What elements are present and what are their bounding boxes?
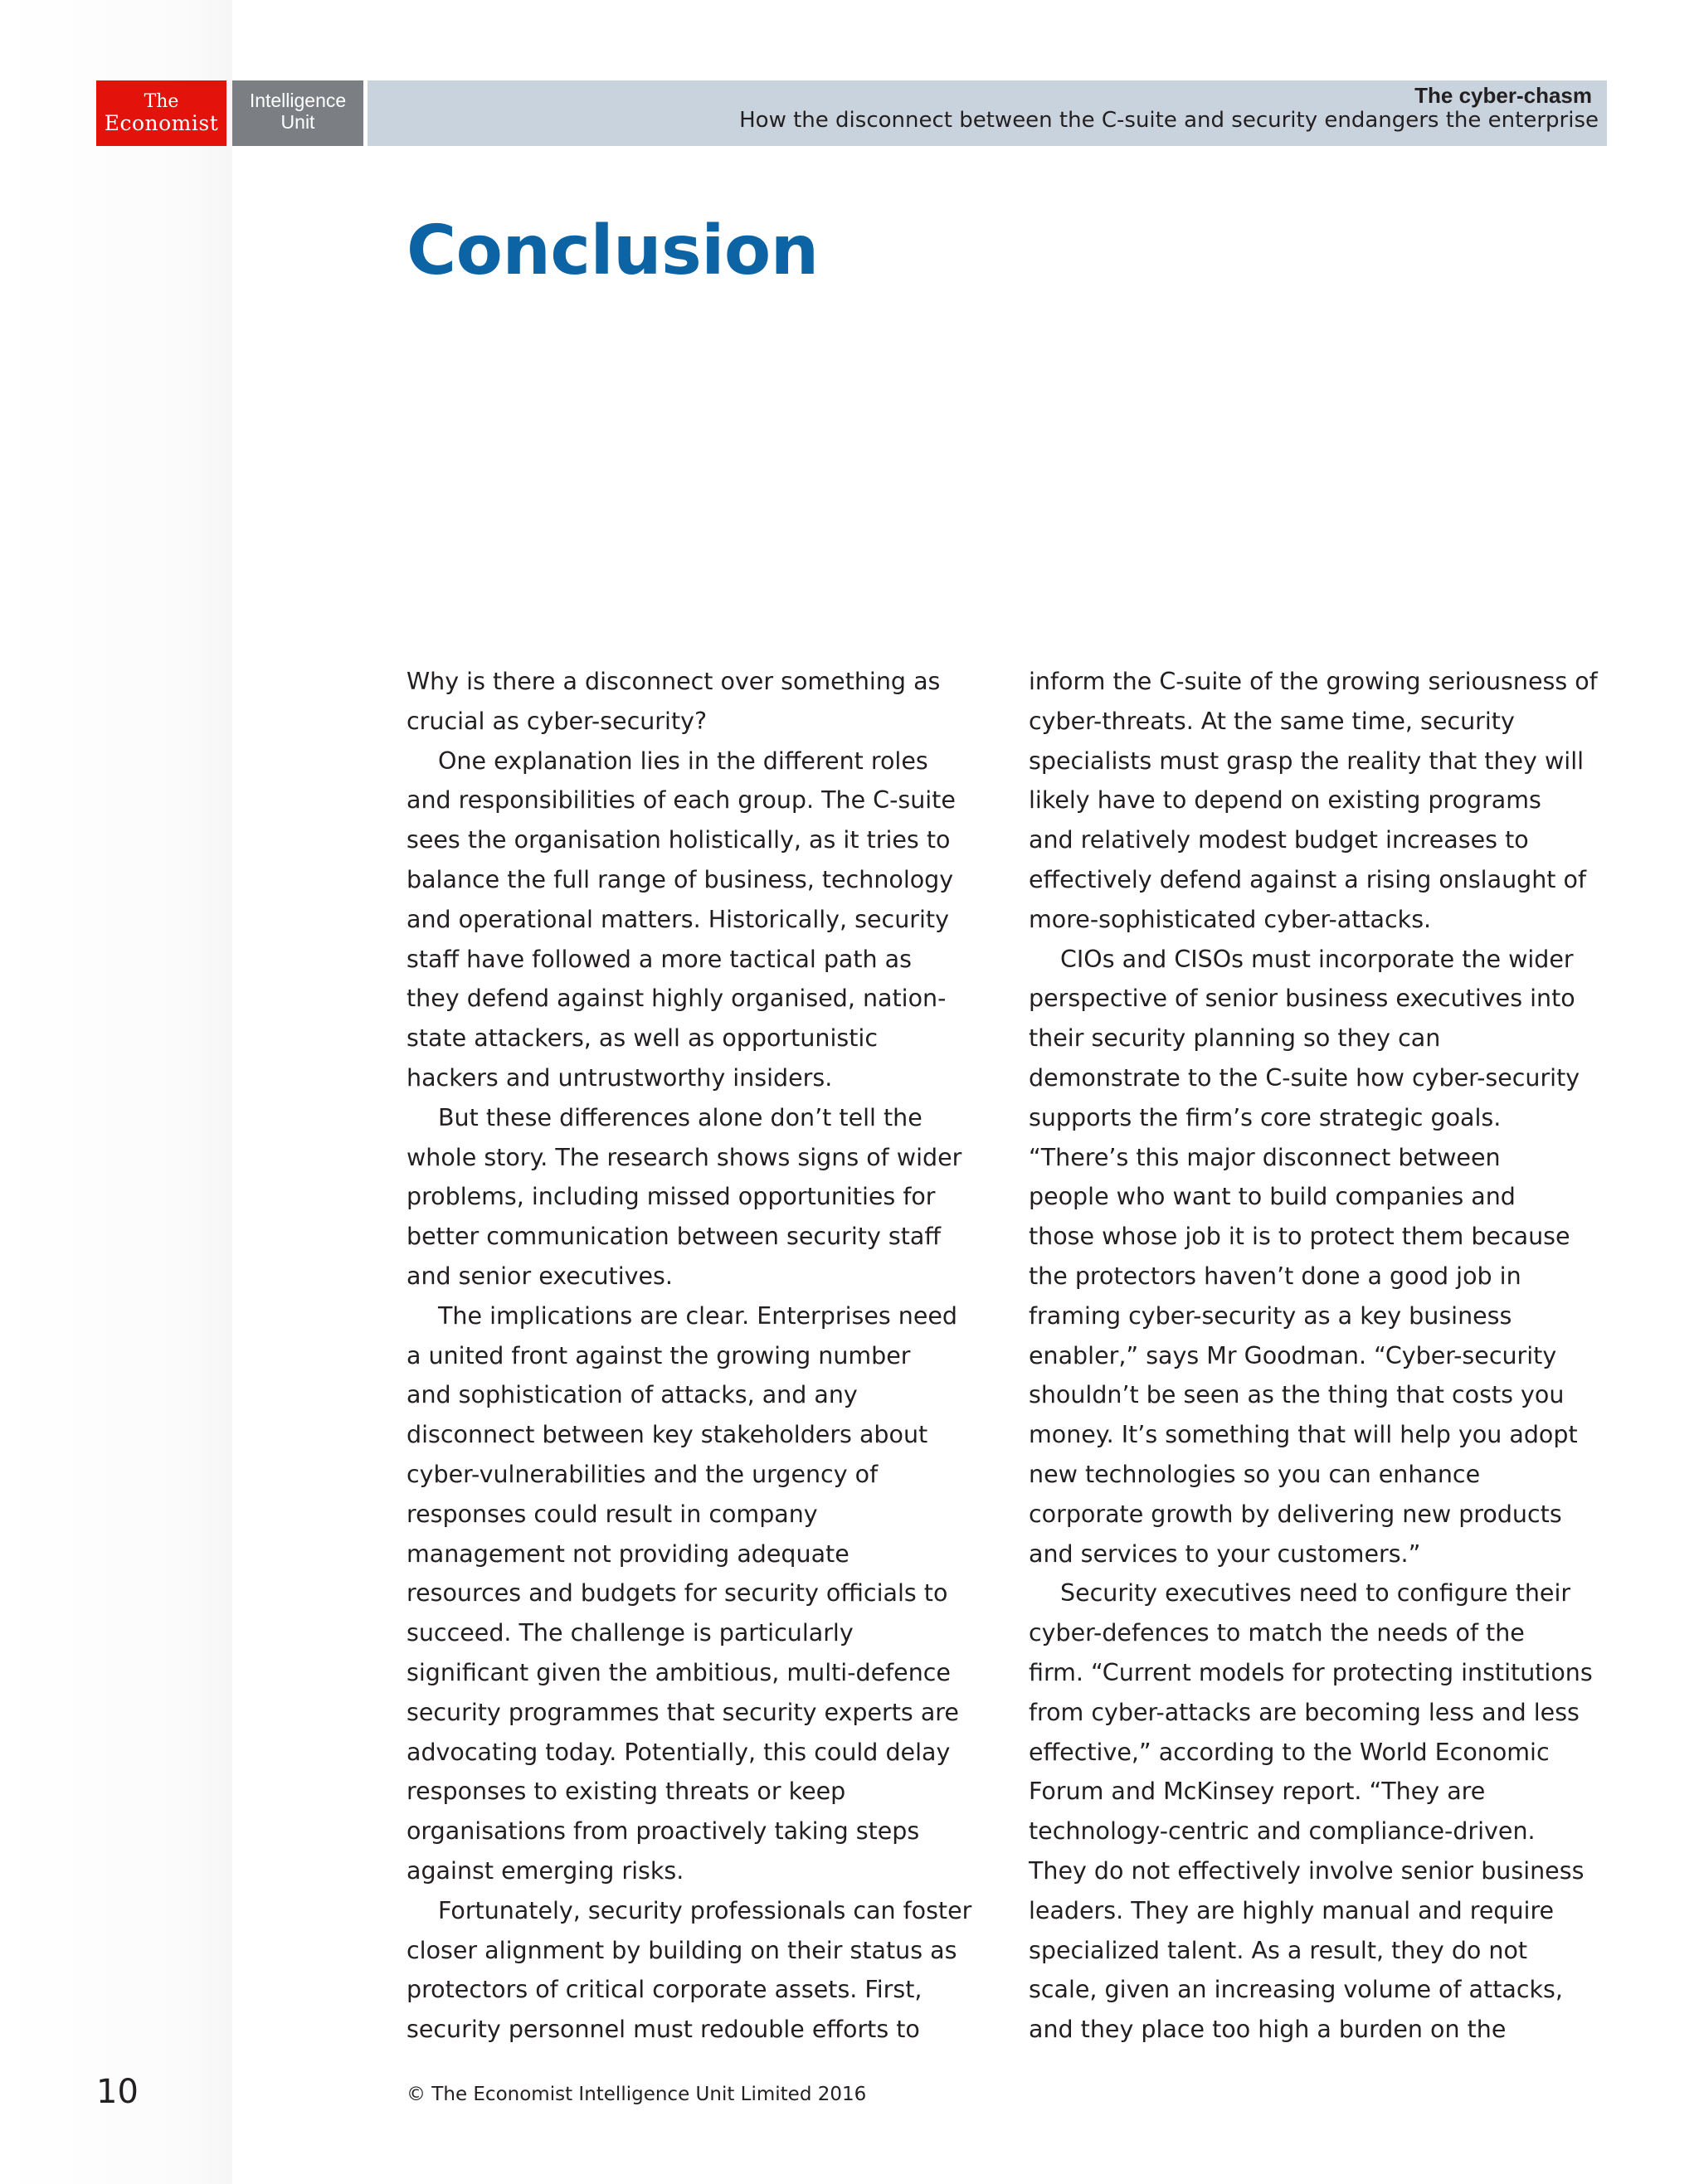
body-line: effectively defend against a rising onslaught of [1029,865,1586,893]
body-line: demonstrate to the C-suite how cyber-security [1029,1063,1580,1092]
body-line: and senior executives. [406,1262,673,1290]
intelligence-unit-logo-line2: Unit [280,111,315,133]
body-line: specialized talent. As a result, they do not [1029,1936,1528,1964]
body-line: framing cyber-security as a key business [1029,1301,1512,1330]
body-line: inform the C-suite of the growing seriousness of [1029,668,1598,695]
body-line: firm. “Current models for protecting institutions [1029,1658,1593,1686]
page-number: 10 [96,2073,139,2111]
section-title: Conclusion [406,212,819,290]
body-line: and sophistication of attacks, and any [406,1381,858,1409]
body-line: responses to existing threats or keep [406,1778,846,1806]
body-line: Forum and McKinsey report. “They are [1029,1778,1486,1806]
report-subtitle: How the disconnect between the C-suite and security endangers the enterprise [739,108,1599,133]
body-line: closer alignment by building on their status as [406,1936,957,1964]
body-line: balance the full range of business, technology [406,865,954,893]
body-line: cyber-threats. At the same time, security [1029,707,1515,735]
body-line: people who want to build companies and [1029,1183,1516,1211]
body-line: One explanation lies in the different roles [438,747,928,775]
body-line: succeed. The challenge is particularly [406,1619,854,1647]
body-line: better communication between security staff [406,1223,942,1251]
body-line: and responsibilities of each group. The C-suite [406,786,956,815]
body-line: Security executives need to configure their [1060,1579,1571,1608]
body-line: they defend against highly organised, nation- [406,985,947,1013]
economist-logo [96,80,226,146]
economist-logo-line2: Economist [104,111,219,135]
body-line: shouldn’t be seen as the thing that costs you [1029,1381,1565,1409]
body-line: staff have followed a more tactical path as [406,945,912,973]
body-line: those whose job it is to protect them because [1029,1223,1570,1251]
intelligence-unit-logo [232,80,363,146]
body-line: crucial as cyber-security? [406,707,708,735]
economist-logo-line1: The [144,91,179,112]
body-line: organisations from proactively taking steps [406,1817,920,1846]
body-line: money. It’s something that will help you adopt [1029,1421,1578,1449]
body-line: state attackers, as well as opportunistic [406,1024,878,1053]
body-line: CIOs and CISOs must incorporate the wider [1060,945,1574,973]
body-line: But these differences alone don’t tell the [438,1103,923,1131]
body-line: disconnect between key stakeholders about [406,1421,928,1449]
body-line: sees the organisation holistically, as it tries to [406,826,951,854]
body-line: hackers and untrustworthy insiders. [406,1063,833,1092]
body-line: The implications are clear. Enterprises need [438,1301,957,1330]
body-line: resources and budgets for security officials to [406,1579,948,1608]
body-line: technology-centric and compliance-driven. [1029,1817,1536,1846]
footer-copyright: © The Economist Intelligence Unit Limited 2016 [406,2084,867,2105]
body-line: and they place too high a burden on the [1029,2016,1507,2044]
body-line: “There’s this major disconnect between [1029,1143,1501,1171]
body-line: perspective of senior business executives into [1029,985,1575,1013]
body-line: supports the firm’s core strategic goals. [1029,1103,1502,1131]
body-line: scale, given an increasing volume of attacks, [1029,1976,1563,2004]
body-line: more-sophisticated cyber-attacks. [1029,905,1432,933]
body-line: from cyber-attacks are becoming less and less [1029,1698,1580,1726]
header-bar [368,80,1607,146]
body-line: significant given the ambitious, multi-defence [406,1658,951,1686]
body-line: responses could result in company [406,1500,818,1528]
body-line: new technologies so you can enhance [1029,1460,1481,1488]
report-title: The cyber-chasm [1414,83,1592,108]
body-line: cyber-vulnerabilities and the urgency of [406,1460,879,1488]
body-line: effective,” according to the World Economic [1029,1738,1550,1766]
intelligence-unit-logo-line1: Intelligence [249,90,347,111]
body-line: against emerging risks. [406,1856,684,1885]
body-line: a united front against the growing number [406,1341,911,1369]
body-line: whole story. The research shows signs of wider [406,1143,962,1171]
body-column-left [406,662,1004,2050]
body-line: the protectors haven’t done a good job in [1029,1262,1521,1290]
body-line: their security planning so they can [1029,1024,1441,1053]
body-line: security programmes that security experts are [406,1698,959,1726]
body-line: security personnel must redouble efforts to [406,2016,920,2044]
body-line: Fortunately, security professionals can foster [438,1896,972,1924]
body-line: management not providing adequate [406,1540,850,1568]
body-line: They do not effectively involve senior business [1029,1856,1585,1885]
body-line: leaders. They are highly manual and require [1029,1896,1555,1924]
body-line: likely have to depend on existing programs [1029,786,1541,815]
body-line: and relatively modest budget increases to [1029,826,1529,854]
body-line: corporate growth by delivering new products [1029,1500,1562,1528]
body-column-right [1029,662,1609,2050]
body-line: problems, including missed opportunities for [406,1183,936,1211]
body-line: specialists must grasp the reality that they will [1029,747,1585,775]
body-line: enabler,” says Mr Goodman. “Cyber-security [1029,1341,1557,1369]
body-line: Why is there a disconnect over something as [406,668,941,695]
page-margin-shade [0,0,232,2184]
body-line: cyber-defences to match the needs of the [1029,1619,1525,1647]
body-line: advocating today. Potentially, this could delay [406,1738,951,1766]
body-line: and operational matters. Historically, security [406,905,949,933]
body-line: protectors of critical corporate assets. First, [406,1976,923,2004]
body-line: and services to your customers.” [1029,1540,1421,1568]
